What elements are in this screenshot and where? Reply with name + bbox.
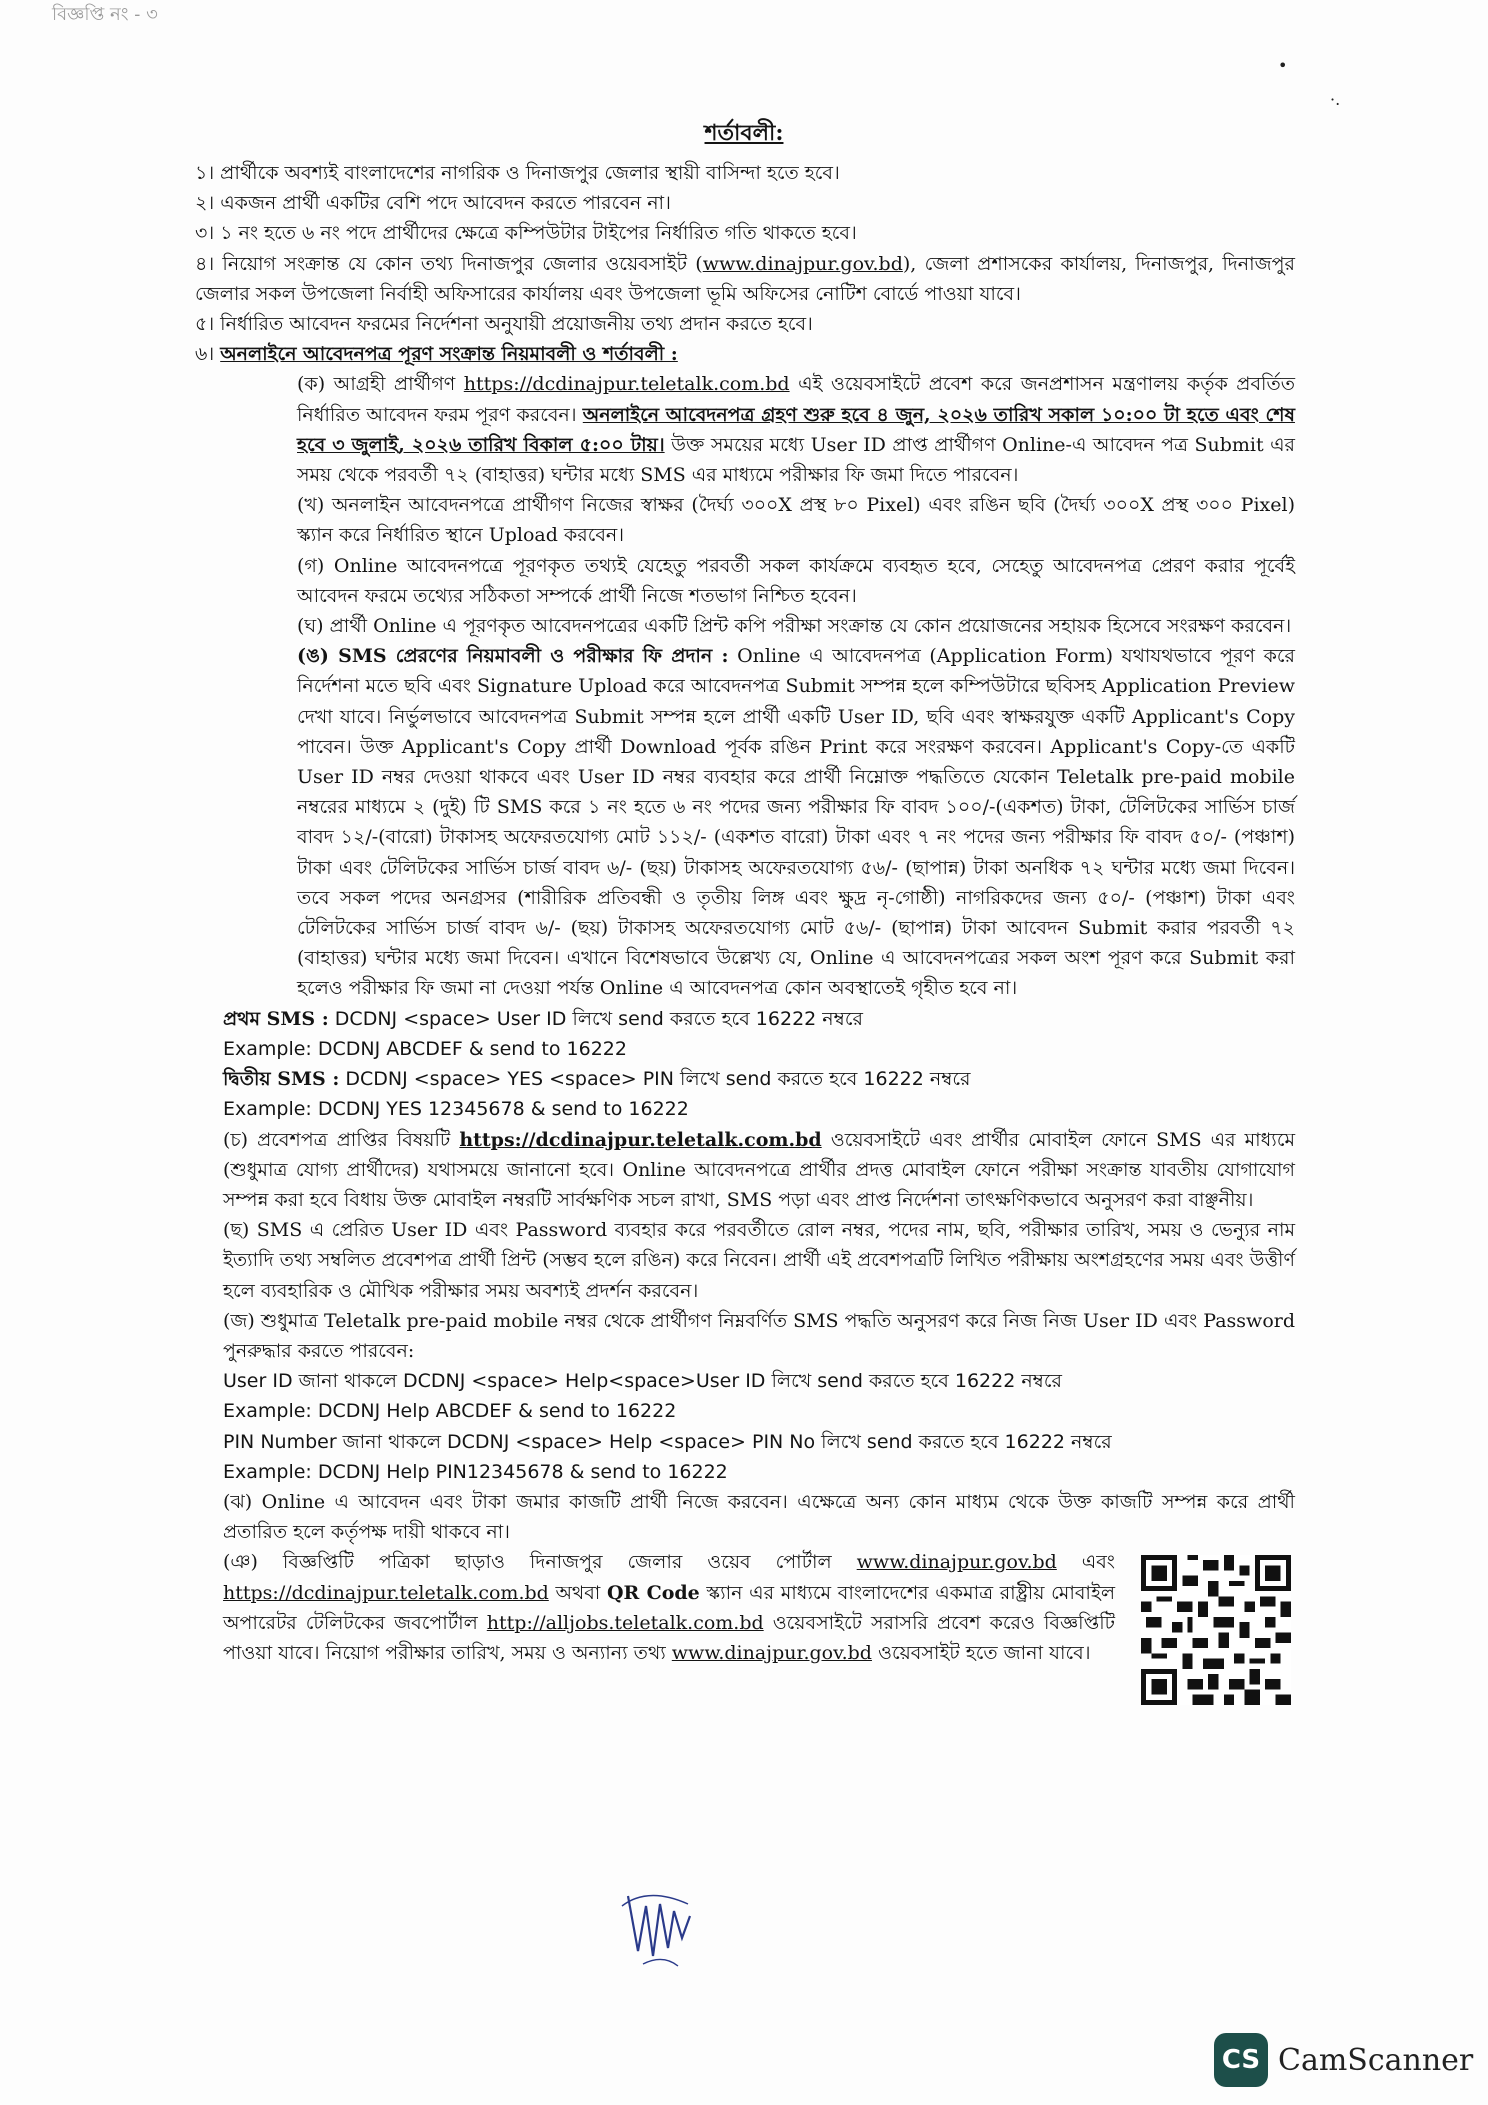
recover-pin: PIN Number জানা থাকলে DCDNJ <space> Help <space> PIN No লিখে send করতে হবে 16222 নম্বরে bbox=[223, 1430, 1112, 1453]
camscanner-watermark bbox=[1214, 2033, 1473, 2087]
signature-mark bbox=[608, 1876, 708, 1976]
second-sms-example: Example: DCDNJ YES 12345678 & send to 16222 bbox=[223, 1098, 689, 1121]
rule-ka bbox=[195, 369, 1295, 490]
term-6-number: ৬। bbox=[195, 343, 221, 366]
sms-rules-body: Online এ আবেদনপত্র (Application Form) যথাযথভাবে পূরণ করে নির্দেশনা মতে ছবি এবং Signature Upload করে আবেদনপত্র Submit সম্পন্ন হলে কম্পিউটারে ছবিসহ Application Preview দেখা যাবে। নির্ভুলভাবে আবেদনপত্র Submit সম্পন্ন হলে প্রার্থী একটি User ID, ছবি এবং স্বাক্ষরযুক্ত একটি Applicant's Copy পাবেন। উক্ত Applicant's Copy প্রার্থী Download পূর্বক রঙিন Print করে সংরক্ষণ করবেন। Applicant's Copy-তে একটি User ID নম্বর দেওয়া থাকবে এবং User ID নম্বর ব্যবহার করে প্রার্থী নিম্নোক্ত পদ্ধতিতে যেকোন Teletalk pre-paid mobile নম্বরের মাধ্যমে ২ (দুই) টি SMS করে ১ নং হতে ৬ নং পদের জন্য পরীক্ষার ফি বাবদ ১০০/-(একশত) টাকা, টেলিটকের সার্ভিস চার্জ বাবদ ১২/-(বারো) টাকাসহ অফেরতযোগ্য মোট ১১২/- (একশত বারো) টাকা এবং ৭ নং পদের জন্য পরীক্ষার ফি বাবদ ৫০/- (পঞ্চাশ) টাকা এবং টেলিটকের সার্ভিস চার্জ বাবদ ৬/- (ছয়) টাকাসহ অফেরতযোগ্য ৫৬/- (ছাপান্ন) টাকা অনধিক ৭২ ঘন্টার মধ্যে জমা দিবেন। তবে সকল পদের অনগ্রসর (শারীরিক প্রতিবন্ধী ও তৃতীয় লিঙ্গ এবং ক্ষুদ্র নৃ-গোষ্ঠী) নাগরিকদের জন্য ৫০/- (পঞ্চাশ) টাকা এবং টেলিটকের সার্ভিস চার্জ বাবদ ৬/- (ছয়) টাকাসহ অফেরতযোগ্য মোট ৫৬/- (ছাপান্ন) টাকা আবেদন Submit করার পরবর্তী ৭২ (বাহাত্তর) ঘন্টার মধ্যে জমা দিবেন। এখানে বিশেষভাবে উল্লেখ্য যে, Online এ আবেদনপত্রের সকল অংশ পূরণ করে Submit করা হলেও পরীক্ষার ফি জমা না দেওয়া পর্যন্ত Online এ আবেদনপত্র কোন অবস্থাতেই গৃহীত হবে না। bbox=[297, 645, 1296, 1000]
term-5: ৫। নির্ধারিত আবেদন ফরমের নির্দেশনা অনুযায়ী প্রয়োজনীয় তথ্য প্রদান করতে হবে। bbox=[195, 313, 813, 336]
first-sms-text: DCDNJ <space> User ID লিখে send করতে হবে 16222 নম্বরে bbox=[328, 1007, 863, 1030]
rule-nya-part: এবং bbox=[1056, 1551, 1115, 1574]
online-rules-heading: অনলাইনে আবেদনপত্র পূরণ সংক্রান্ত নিয়মাবলী ও শর্তাবলী : bbox=[220, 343, 678, 366]
camscanner-label: CamScanner bbox=[1278, 2042, 1474, 2078]
rule-cha-text: (চ) প্রবেশপত্র প্রাপ্তির বিষয়টি bbox=[223, 1128, 460, 1151]
camscanner-logo: CS bbox=[1214, 2033, 1268, 2087]
rule-umo bbox=[195, 641, 1295, 1003]
dinajpur-info-link[interactable]: www.dinajpur.gov.bd bbox=[671, 1641, 872, 1664]
rule-gha: (ঘ) প্রার্থী Online এ পূরণকৃত আবেদনপত্রের একটি প্রিন্ট কপি পরীক্ষা সংক্রান্ত যে কোন প্রয়োজনের সহায়ক হিসেবে সংরক্ষণ করবেন। bbox=[297, 615, 1292, 638]
term-4-text: ৪। নিয়োগ সংক্রান্ত যে কোন তথ্য দিনাজপুর জেলার ওয়েবসাইট ( bbox=[195, 252, 703, 275]
rule-cha bbox=[195, 1125, 1295, 1216]
rule-nya-text bbox=[223, 1547, 1115, 1668]
teletalk-apply-link[interactable]: https://dcdinajpur.teletalk.com.bd bbox=[463, 373, 790, 396]
terms-title: শর্তাবলী: bbox=[704, 120, 784, 146]
rule-jha: (ঝ) Online এ আবেদন এবং টাকা জমার কাজটি প্রার্থী নিজে করবেন। এক্ষেত্রে অন্য কোন মাধ্যম থেকে উক্ত কাজটি সম্পন্ন করে প্রার্থী প্রতারিত হলে কর্তৃপক্ষ দায়ী থাকবে না। bbox=[223, 1490, 1295, 1544]
second-sms bbox=[195, 1064, 1295, 1094]
term-3: ৩। ১ নং হতে ৬ নং পদে প্রার্থীদের ক্ষেত্রে কম্পিউটার টাইপের নির্ধারিত গতি থাকতে হবে। bbox=[195, 222, 857, 245]
rule-cha-text-2: ওয়েবসাইটে এবং প্রার্থীর মোবাইল ফোনে SMS এর মাধ্যমে (শুধুমাত্র যোগ্য প্রার্থীদের) যথাসময়ে জানানো হবে। Online আবেদনপত্রে প্রার্থীর প্রদত্ত মোবাইল ফোনে পরীক্ষা সংক্রান্ত যাবতীয় যোগাযোগ সম্পন্ন করা হবে বিধায় উক্ত মোবাইল নম্বরটি সার্বক্ষণিক সচল রাখা, SMS পড়া এবং প্রাপ্ত নির্দেশনা তাৎক্ষণিকভাবে অনুসরণ করা বাঞ্ছনীয়। bbox=[223, 1128, 1296, 1211]
qr-code-icon[interactable] bbox=[1141, 1555, 1291, 1705]
rule-nya bbox=[195, 1547, 1295, 1668]
rule-nya-part: ওয়েবসাইট হতে জানা যাবে। bbox=[871, 1641, 1091, 1664]
teletalk-admit-link[interactable]: https://dcdinajpur.teletalk.com.bd bbox=[459, 1128, 822, 1151]
teletalk-portal-link[interactable]: https://dcdinajpur.teletalk.com.bd bbox=[223, 1581, 549, 1604]
scan-speck: ·. bbox=[1330, 90, 1341, 109]
rule-ka-text-3: উক্ত সময়ের মধ্যে User ID প্রাপ্ত প্রার্থীগণ Online-এ আবেদন পত্র Submit এর সময় থেকে পরবর্তী ৭২ (বাহাত্তর) ঘন্টার মধ্যে SMS এর মাধ্যমে পরীক্ষার ফি জমা দিতে পারবেন। bbox=[297, 433, 1295, 487]
rule-chha: (ছ) SMS এ প্রেরিত User ID এবং Password ব্যবহার করে পরবর্তীতে রোল নম্বর, পদের নাম, ছবি, পরীক্ষার তারিখ, সময় ও ভেন্যুর নাম ইত্যাদি তথ্য সম্বলিত প্রবেশপত্র প্রার্থী প্রিন্ট (সম্ভব হলে রঙিন) করে নিবেন। প্রার্থী এই প্রবেশপত্রটি লিখিত পরীক্ষায় অংশগ্রহণের সময় এবং উত্তীর্ণ হলে ব্যবহারিক ও মৌখিক পরীক্ষার সময় অবশ্যই প্রদর্শন করবেন। bbox=[223, 1219, 1295, 1302]
rule-ga: (গ) Online আবেদনপত্রে পূরণকৃত তথ্যই যেহেতু পরবর্তী সকল কার্যক্রমে ব্যবহৃত হবে, সেহেতু আবেদনপত্র প্রেরণ করার পূর্বেই আবেদন ফরমে তথ্যের সঠিকতা সম্পর্কে প্রার্থী নিজে শতভাগ নিশ্চিত হবেন। bbox=[297, 554, 1295, 607]
recover-userid: User ID জানা থাকলে DCDNJ <space> Help<space>User ID লিখে send করতে হবে 16222 নম্বরে bbox=[223, 1370, 1062, 1393]
term-4-text-end: ), জেলা প্রশাসকের কার্যালয়, দিনাজপুর, দিনাজপুর জেলার সকল উপজেলা নির্বাহী অফিসারের কার্যালয় এবং উপজেলা ভূমি অফিসের নোটিশ বোর্ডে পাওয়া যাবে। bbox=[195, 252, 1295, 305]
rule-ka-text-2: এই ওয়েবসাইটে প্রবেশ করে জনপ্রশাসন মন্ত্রণালয় কর্তৃক প্রবর্তিত নির্ধারিত আবেদন ফরম পূরণ করবেন। bbox=[297, 373, 1295, 426]
rule-nya-part: (ঞ) বিজ্ঞপ্তিটি পত্রিকা ছাড়াও দিনাজপুর জেলার ওয়েব পোর্টাল bbox=[223, 1551, 857, 1574]
recover-userid-example: Example: DCDNJ Help ABCDEF & send to 16222 bbox=[223, 1400, 677, 1423]
qr-code-word: QR Code bbox=[607, 1581, 700, 1604]
alljobs-link[interactable]: http://alljobs.teletalk.com.bd bbox=[486, 1611, 764, 1634]
term-1: ১। প্রার্থীকে অবশ্যই বাংলাদেশের নাগরিক ও দিনাজপুর জেলার স্থায়ী বাসিন্দা হতে হবে। bbox=[195, 162, 840, 184]
term-2: ২। একজন প্রার্থী একটির বেশি পদে আবেদন করতে পারবেন না। bbox=[195, 192, 671, 215]
dinajpur-portal-link[interactable]: www.dinajpur.gov.bd bbox=[856, 1551, 1057, 1574]
page-header-fragment: বিজ্ঞপ্তি নং - ৩ bbox=[52, 4, 158, 25]
first-sms-label: প্রথম SMS : bbox=[223, 1007, 329, 1030]
dinajpur-website-link[interactable]: www.dinajpur.gov.bd bbox=[702, 252, 903, 275]
second-sms-text: DCDNJ <space> YES <space> PIN লিখে send করতে হবে 16222 নম্বরে bbox=[339, 1068, 971, 1091]
term-6 bbox=[195, 339, 1295, 369]
recover-pin-example: Example: DCDNJ Help PIN12345678 & send to 16222 bbox=[223, 1460, 728, 1483]
rule-nya-part: অথবা bbox=[548, 1581, 607, 1604]
scan-speck: • bbox=[1278, 56, 1288, 75]
second-sms-label: দ্বিতীয় SMS : bbox=[223, 1068, 340, 1091]
term-4 bbox=[195, 249, 1295, 309]
rule-kha: (খ) অনলাইন আবেদনপত্রে প্রার্থীগণ নিজের স্বাক্ষর (দৈর্ঘ্য ৩০০X প্রস্থ ৮০ Pixel) এবং রঙিন ছবি (দৈর্ঘ্য ৩০০X প্রস্থ ৩০০ Pixel) স্ক্যান করে নির্ধারিত স্থানে Upload করবেন। bbox=[297, 494, 1295, 547]
first-sms bbox=[195, 1004, 1295, 1034]
terms-body bbox=[195, 158, 1295, 1668]
application-dates: অনলাইনে আবেদনপত্র গ্রহণ শুরু হবে ৪ জুন, ২০২৬ তারিখ সকাল ১০:০০ টা হতে এবং শেষ হবে ৩ জুলাই, ২০২৬ তারিখ বিকাল ৫:০০ টায়। bbox=[297, 403, 1295, 456]
rule-ja: (জ) শুধুমাত্র Teletalk pre-paid mobile নম্বর থেকে প্রার্থীগণ নিম্নবর্ণিত SMS পদ্ধতি অনুসরণ করে নিজ নিজ User ID এবং Password পুনরুদ্ধার করতে পারবেন: bbox=[223, 1309, 1295, 1362]
rule-nya-part: ওয়েবসাইটে সরাসরি প্রবেশ করেও বিজ্ঞপ্তিটি পাওয়া যাবে। নিয়োগ পরীক্ষার তারিখ, সময় ও অন্যান্য তথ্য bbox=[223, 1611, 1115, 1664]
first-sms-example: Example: DCDNJ ABCDEF & send to 16222 bbox=[223, 1037, 627, 1060]
rule-ka-text: (ক) আগ্রহী প্রার্থীগণ bbox=[297, 373, 464, 396]
sms-rules-heading: (ঙ) SMS প্রেরণের নিয়মাবলী ও পরীক্ষার ফি প্রদান : bbox=[297, 645, 729, 668]
rule-nya-part: স্ক্যান এর মাধ্যমে বাংলাদেশের একমাত্র রাষ্ট্রীয় মোবাইল অপারেটর টেলিটকের জবপোর্টাল bbox=[223, 1581, 1115, 1634]
